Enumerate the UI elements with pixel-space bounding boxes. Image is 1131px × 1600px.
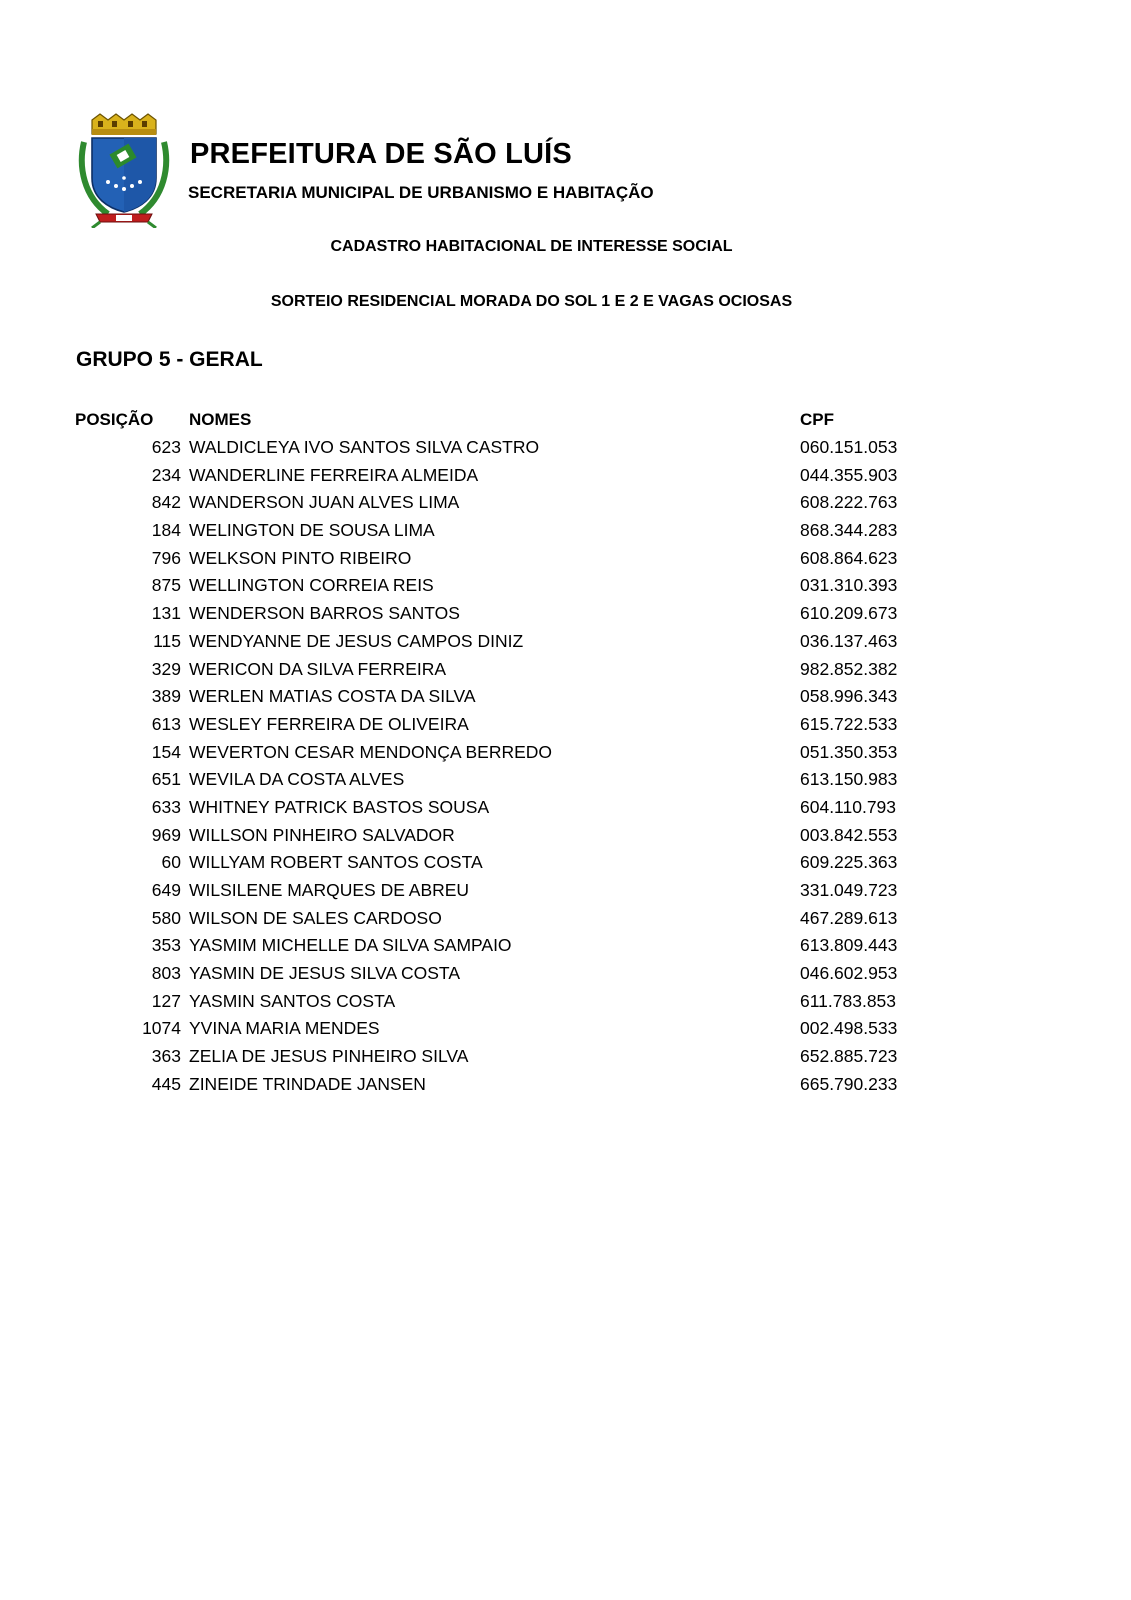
row-cpf: 046.602.953: [800, 963, 898, 984]
row-cpf: 604.110.793: [800, 796, 897, 817]
row-cpf: 002.498.533: [800, 1018, 898, 1039]
row-cpf: 982.852.382: [800, 658, 898, 679]
row-cpf: 608.222.763: [800, 492, 898, 513]
row-name: WILSON DE SALES CARDOSO: [189, 907, 442, 928]
row-position: 184: [151, 520, 181, 541]
row-cpf: 615.722.533: [800, 713, 898, 734]
table-row: [0, 1071, 1131, 1099]
table-row: [0, 905, 1131, 933]
row-name: ZINEIDE TRINDADE JANSEN: [189, 1073, 426, 1094]
row-name: WANDERSON JUAN ALVES LIMA: [189, 492, 460, 513]
row-name: WENDERSON BARROS SANTOS: [189, 603, 460, 624]
table-row: [0, 434, 1131, 462]
row-position: 633: [151, 796, 181, 817]
row-cpf: 665.790.233: [800, 1073, 898, 1094]
table-row: [0, 822, 1131, 850]
table-row: [0, 1015, 1131, 1043]
row-position: 803: [151, 963, 181, 984]
row-position: 131: [151, 603, 181, 624]
table-row: [0, 683, 1131, 711]
row-position: 842: [151, 492, 181, 513]
row-position: 60: [161, 852, 181, 873]
row-position: 1074: [142, 1018, 181, 1039]
row-name: WILLYAM ROBERT SANTOS COSTA: [189, 852, 483, 873]
row-name: YASMIN DE JESUS SILVA COSTA: [189, 963, 460, 984]
row-cpf: 060.151.053: [800, 437, 898, 457]
row-cpf: 467.289.613: [800, 907, 898, 928]
column-header-cpf: CPF: [800, 410, 834, 429]
row-position: 651: [151, 769, 181, 790]
row-position: 580: [151, 907, 181, 928]
row-name: WELINGTON DE SOUSA LIMA: [189, 520, 435, 541]
table-row: [0, 932, 1131, 960]
table-row: [0, 794, 1131, 822]
table-row: [0, 545, 1131, 573]
group-title: GRUPO 5 - GERAL: [76, 348, 263, 371]
table-row: [0, 988, 1131, 1016]
lottery-heading: SORTEIO RESIDENCIAL MORADA DO SOL 1 E 2 E VAGAS OCIOSAS: [270, 293, 793, 310]
row-name: YASMIM MICHELLE DA SILVA SAMPAIO: [189, 935, 512, 956]
row-name: WELLINGTON CORREIA REIS: [189, 575, 434, 596]
row-name: WILLSON PINHEIRO SALVADOR: [189, 824, 455, 845]
row-position: 649: [151, 880, 181, 900]
row-name: WEVILA DA COSTA ALVES: [189, 769, 405, 790]
table-row: [0, 1043, 1131, 1071]
row-position: 353: [151, 935, 181, 956]
coat-of-arms-logo: [78, 112, 170, 228]
row-cpf: 868.344.283: [800, 520, 898, 541]
row-cpf: 036.137.463: [800, 630, 898, 651]
table-row: [0, 572, 1131, 600]
row-position: 363: [151, 1046, 181, 1067]
row-name: WESLEY FERREIRA DE OLIVEIRA: [189, 713, 469, 734]
row-name: WERICON DA SILVA FERREIRA: [189, 658, 447, 679]
column-header-position: POSIÇÃO: [75, 410, 154, 429]
row-name: WALDICLEYA IVO SANTOS SILVA CASTRO: [189, 437, 540, 457]
row-cpf: 051.350.353: [800, 741, 898, 762]
table-row: [0, 462, 1131, 490]
row-cpf: 610.209.673: [800, 603, 898, 624]
registry-heading: CADASTRO HABITACIONAL DE INTERESSE SOCIAL: [330, 238, 733, 255]
table-row: [0, 766, 1131, 794]
table-row: [0, 517, 1131, 545]
page-title: PREFEITURA DE SÃO LUÍS: [190, 138, 572, 170]
row-name: WILSILENE MARQUES DE ABREU: [189, 880, 470, 900]
row-position: 234: [151, 464, 181, 485]
table-row: [0, 877, 1131, 905]
row-name: YASMIN SANTOS COSTA: [189, 990, 396, 1011]
table-row: [0, 711, 1131, 739]
row-position: 127: [151, 990, 181, 1011]
row-cpf: 613.809.443: [800, 935, 898, 956]
row-cpf: 652.885.723: [800, 1046, 898, 1067]
table-row: [0, 489, 1131, 517]
row-position: 623: [151, 437, 181, 457]
row-name: WHITNEY PATRICK BASTOS SOUSA: [189, 796, 490, 817]
results-table: [0, 434, 1131, 1099]
table-row: [0, 960, 1131, 988]
row-name: WERLEN MATIAS COSTA DA SILVA: [189, 686, 476, 707]
row-cpf: 044.355.903: [800, 464, 898, 485]
row-name: WELKSON PINTO RIBEIRO: [189, 547, 412, 568]
row-name: WENDYANNE DE JESUS CAMPOS DINIZ: [189, 630, 524, 651]
row-cpf: 613.150.983: [800, 769, 898, 790]
row-position: 329: [151, 658, 181, 679]
row-cpf: 003.842.553: [800, 824, 898, 845]
row-cpf: 608.864.623: [800, 547, 898, 568]
table-row: [0, 628, 1131, 656]
row-name: WANDERLINE FERREIRA ALMEIDA: [189, 464, 479, 485]
row-position: 154: [151, 741, 181, 762]
row-position: 796: [151, 547, 181, 568]
row-position: 969: [151, 824, 181, 845]
row-position: 115: [153, 630, 181, 651]
row-cpf: 031.310.393: [800, 575, 898, 596]
row-cpf: 331.049.723: [800, 880, 898, 900]
row-cpf: 611.783.853: [800, 990, 897, 1011]
table-row: [0, 656, 1131, 684]
row-name: WEVERTON CESAR MENDONÇA BERREDO: [189, 741, 553, 762]
table-row: [0, 849, 1131, 877]
row-name: ZELIA DE JESUS PINHEIRO SILVA: [189, 1046, 469, 1067]
row-cpf: 609.225.363: [800, 852, 898, 873]
row-cpf: 058.996.343: [800, 686, 898, 707]
row-position: 445: [151, 1073, 181, 1094]
row-name: YVINA MARIA MENDES: [189, 1018, 380, 1039]
column-header-names: NOMES: [189, 410, 252, 429]
department-subtitle: SECRETARIA MUNICIPAL DE URBANISMO E HABITAÇÃO: [188, 183, 654, 202]
table-row: [0, 739, 1131, 767]
row-position: 389: [151, 686, 181, 707]
row-position: 613: [151, 713, 181, 734]
table-row: [0, 600, 1131, 628]
row-position: 875: [151, 575, 181, 596]
